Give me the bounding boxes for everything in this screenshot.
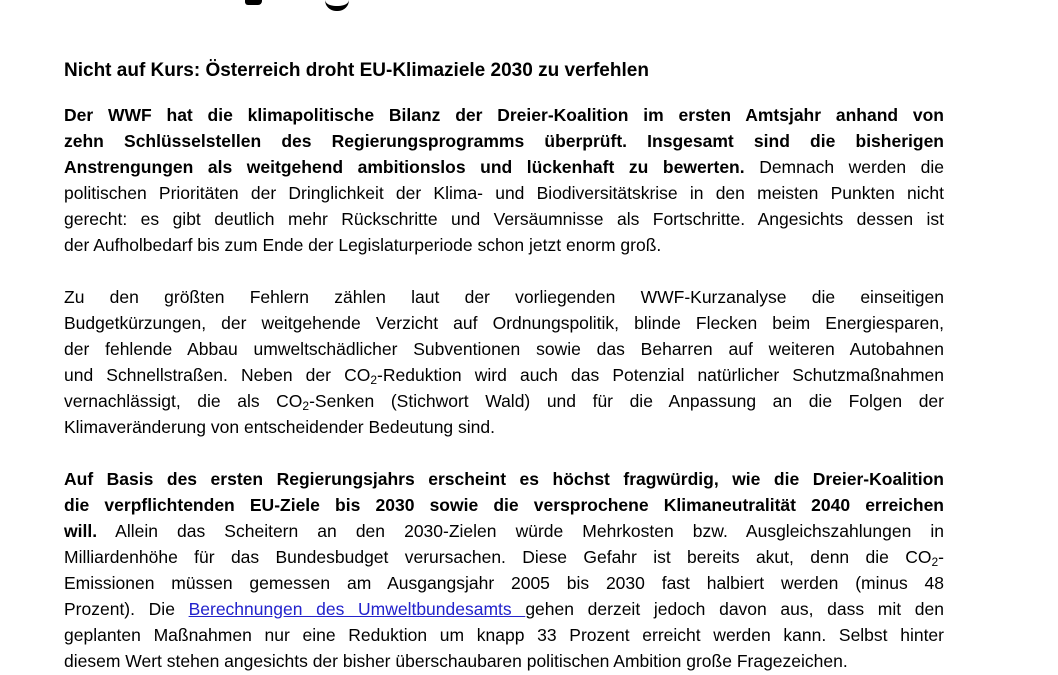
- text-line: [64, 466, 944, 492]
- text-run: gerecht: es gibt deutlich mehr Rückschritte und Versäumnisse als Fortschritte. Angesichts dessen ist: [64, 209, 944, 229]
- text-line: [64, 154, 944, 180]
- text-line: [64, 622, 944, 648]
- article-heading: Nicht auf Kurs: Österreich droht EU-Klimaziele 2030 zu verfehlen: [64, 59, 649, 81]
- text-run: geplanten Maßnahmen nur eine Reduktion um knapp 33 Prozent erreicht werden kann. Selbst hinter: [64, 625, 944, 645]
- text-line: [64, 544, 944, 570]
- text-run: der fehlende Abbau umweltschädlicher Subventionen sowie das Beharren auf weiteren Autobahnen: [64, 339, 944, 359]
- text-run: diesem Wert stehen angesichts der bisher überschaubaren politischen Ambition große Fragezeichen.: [64, 651, 848, 671]
- cropped-title-descender-icon: [245, 0, 262, 5]
- cropped-title-descender-icon: [325, 0, 349, 11]
- text-run: der Aufholbedarf bis zum Ende der Legislaturperiode schon jetzt enorm groß.: [64, 235, 662, 255]
- text-line: [64, 492, 944, 518]
- text-line: [64, 232, 944, 258]
- text-line: [64, 362, 944, 388]
- text-line: [64, 648, 944, 674]
- text-run: gehen derzeit jedoch davon aus, dass mit den: [525, 599, 944, 619]
- text-line: [64, 284, 944, 310]
- text-run: 2: [931, 555, 939, 569]
- text-run: -: [938, 547, 944, 567]
- text-run: die verpflichtenden EU-Ziele bis 2030 sowie die versprochene Klimaneutralität 2040 erreichen: [64, 495, 944, 515]
- text-line: [64, 570, 944, 596]
- text-line: [64, 206, 944, 232]
- text-run: 2: [302, 399, 310, 413]
- umweltbundesamt-link[interactable]: Berechnungen des Umweltbundesamts: [188, 599, 526, 619]
- text-run: -Reduktion wird auch das Potenzial natürlicher Schutzmaßnahmen: [377, 365, 945, 385]
- text-run: politischen Prioritäten der Dringlichkeit der Klima- und Biodiversitätskrise in den meisten Punkten nicht: [64, 183, 944, 203]
- paragraph: [64, 102, 944, 258]
- text-run: Prozent). Die: [64, 599, 189, 619]
- text-run: Auf Basis des ersten Regierungsjahrs erscheint es höchst fragwürdig, wie die Dreier-Koalition: [64, 469, 944, 489]
- text-run: Der WWF hat die klimapolitische Bilanz der Dreier-Koalition im ersten Amtsjahr anhand von: [64, 105, 944, 125]
- text-line: [64, 414, 944, 440]
- text-line: [64, 388, 944, 414]
- text-run: Emissionen müssen gemessen am Ausgangsjahr 2005 bis 2030 fast halbiert werden (minus 48: [64, 573, 944, 593]
- text-run: Allein das Scheitern an den 2030-Zielen würde Mehrkosten bzw. Ausgleichszahlungen in: [97, 521, 944, 541]
- text-line: [64, 336, 944, 362]
- text-run: Zu den größten Fehlern zählen laut der vorliegenden WWF-Kurzanalyse die einseitigen: [64, 287, 944, 307]
- text-run: -Senken (Stichwort Wald) und für die Anpassung an die Folgen der: [309, 391, 944, 411]
- text-run: Anstrengungen als weitgehend ambitionslos und lückenhaft zu bewerten.: [64, 157, 745, 177]
- text-run: und Schnellstraßen. Neben der CO: [64, 365, 371, 385]
- text-run: Demnach werden die: [744, 157, 944, 177]
- text-line: [64, 518, 944, 544]
- text-line: [64, 128, 944, 154]
- text-line: [64, 102, 944, 128]
- text-run: zehn Schlüsselstellen des Regierungsprogramms überprüft. Insgesamt sind die bisherigen: [64, 131, 944, 151]
- text-run: 2: [370, 373, 378, 387]
- paragraph: [64, 466, 944, 674]
- text-run: Klimaveränderung von entscheidender Bedeutung sind.: [64, 417, 495, 437]
- text-run: Budgetkürzungen, der weitgehende Verzicht auf Ordnungspolitik, blinde Flecken beim Energiesparen,: [64, 313, 944, 333]
- text-line: [64, 310, 944, 336]
- text-run: will.: [64, 521, 98, 541]
- text-run: vernachlässigt, die als CO: [64, 391, 303, 411]
- text-run: Milliardenhöhe für das Bundesbudget verursachen. Diese Gefahr ist bereits akut, denn die CO: [64, 547, 932, 567]
- text-line: [64, 596, 944, 622]
- text-line: [64, 180, 944, 206]
- paragraph: [64, 284, 944, 440]
